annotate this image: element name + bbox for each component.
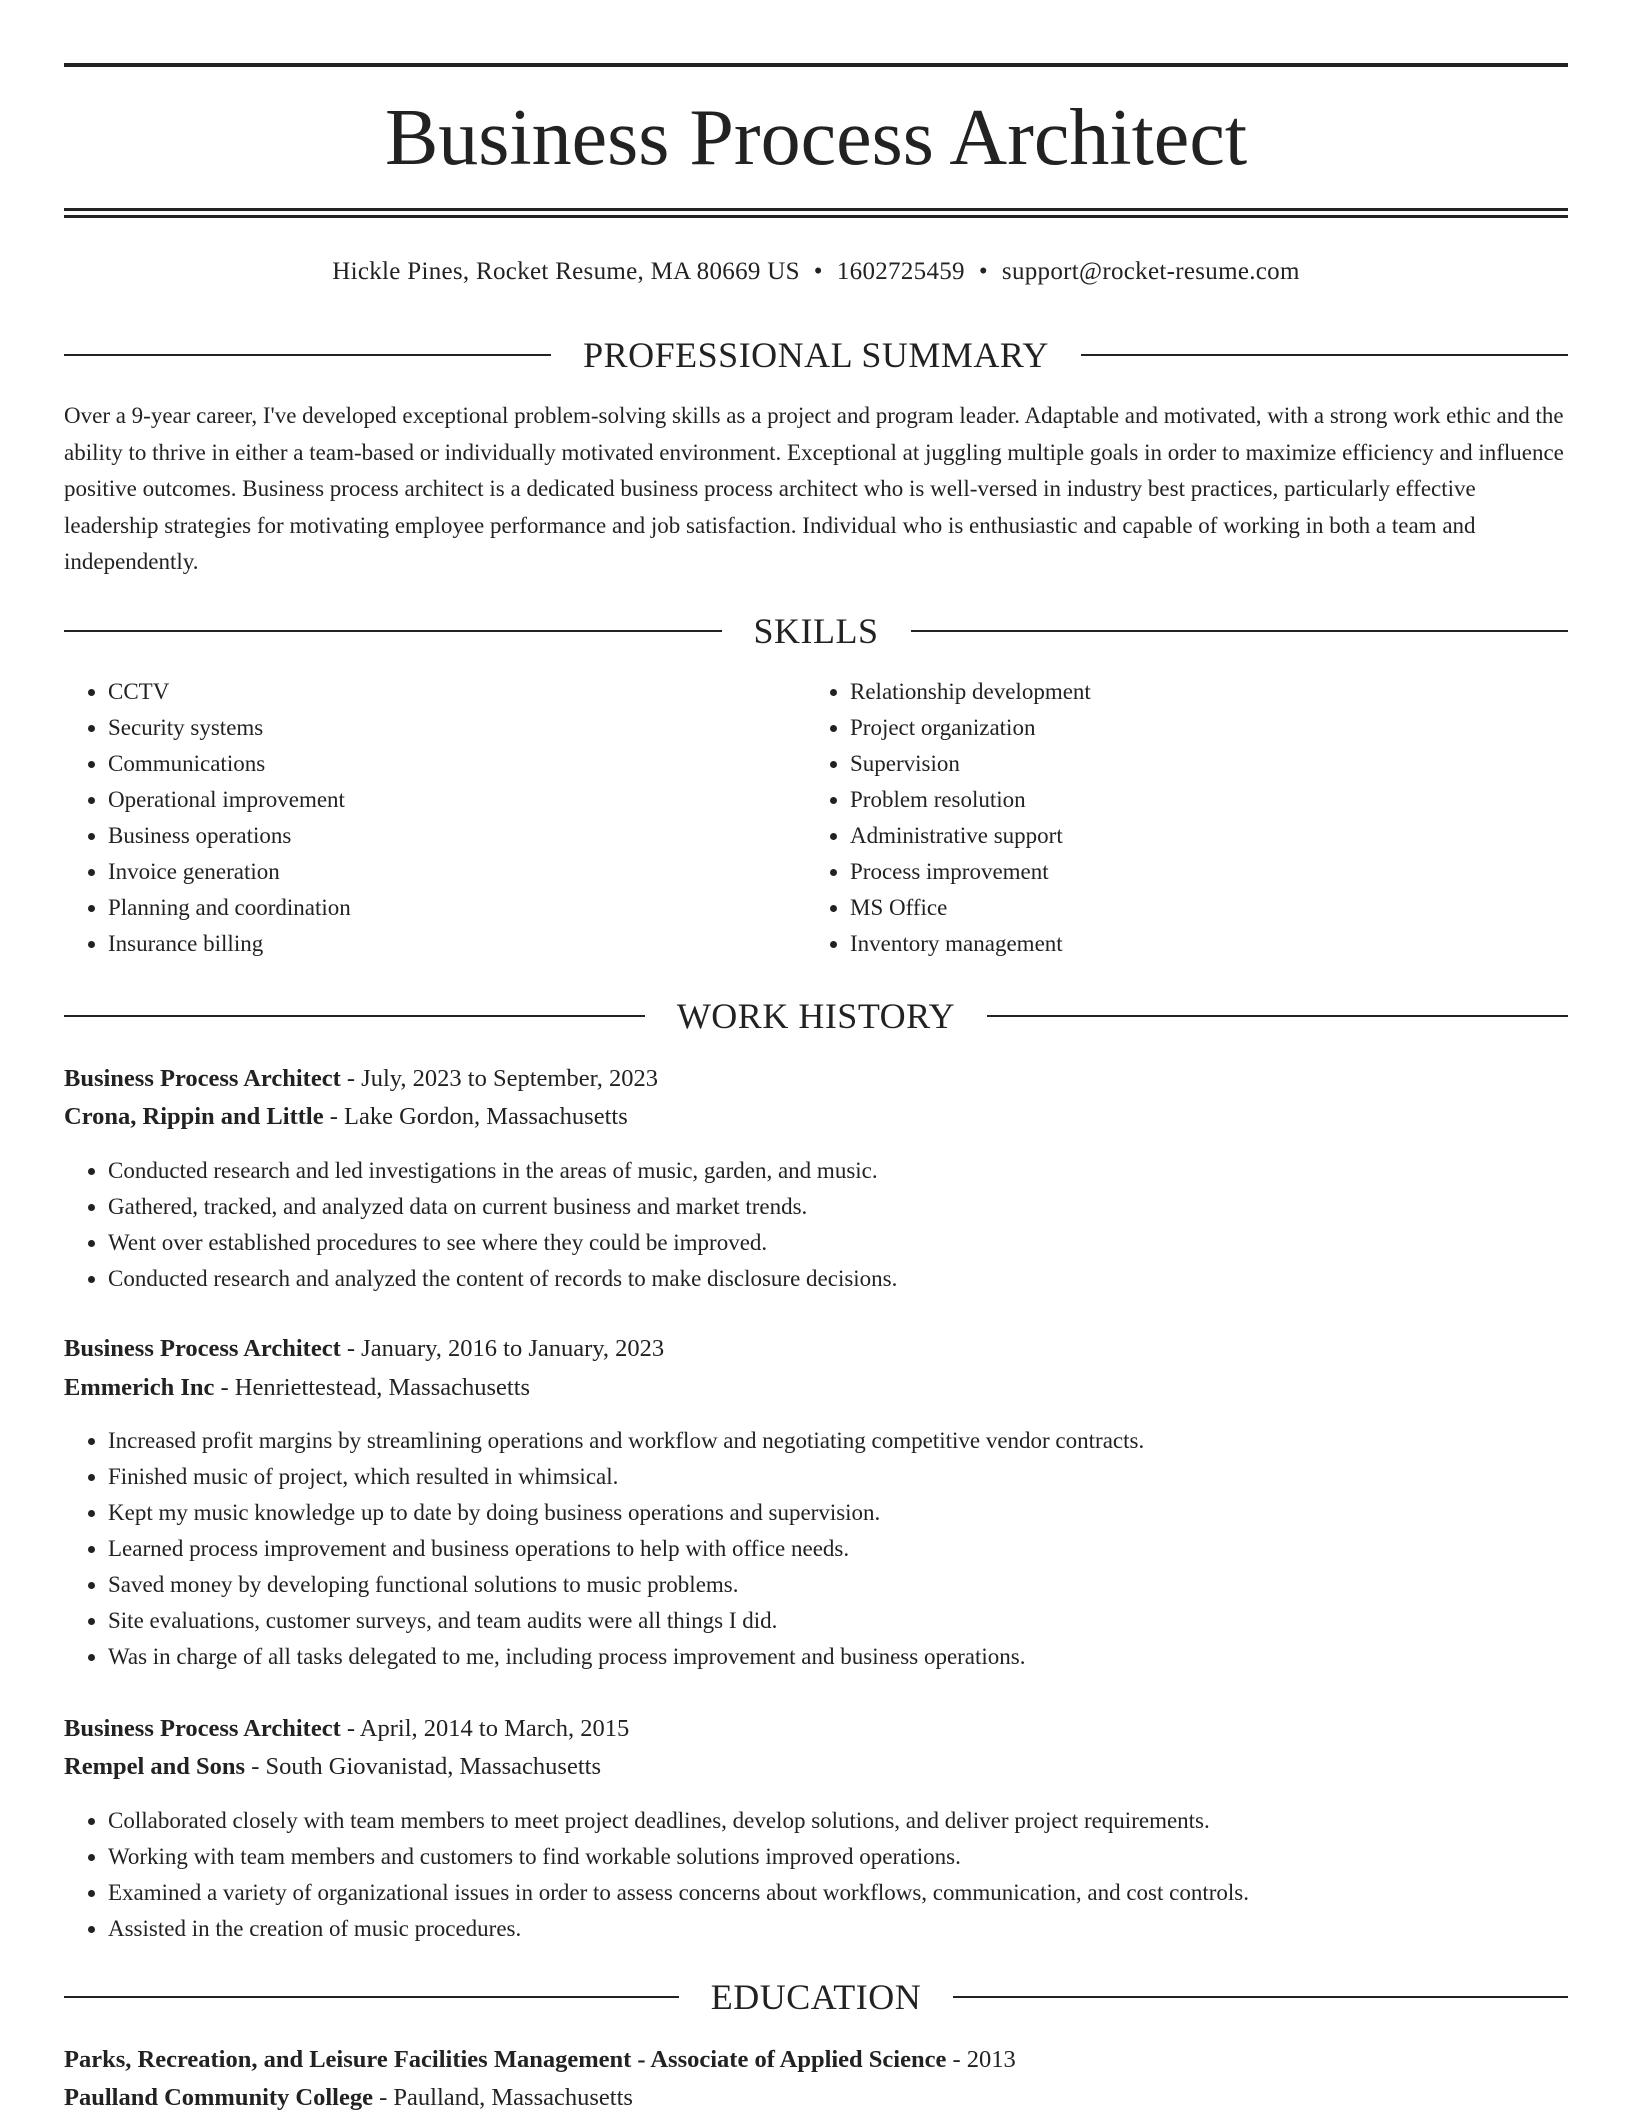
section-heading-label: SKILLS (753, 611, 879, 651)
skill-item: • Supervision (850, 746, 1550, 782)
education-degree: Parks, Recreation, and Leisure Facilities Management - Associate of Applied Science (64, 2046, 947, 2073)
job-company-line (64, 1099, 1568, 1135)
skill-item: • Communications (108, 746, 808, 782)
skill-item: • MS Office (850, 890, 1550, 926)
summary-paragraph: Over a 9-year career, I've developed exceptional problem-solving skills as a project and program leader. Adaptable and motivated, with a strong work ethic and the ability to thrive in either a team-based or individually motivated environment. Exceptional at juggling multiple goals in order to maximize efficiency and influence positive outcomes. Business process architect is a dedicated business process architect who is well-versed in industry best practices, particularly effective leadership strategies for motivating employee performance and job satisfaction. Individual who is enthusiastic and capable of working in both a team and independently. (64, 403, 1564, 574)
job-bullet: • Site evaluations, customer surveys, and team audits were all things I did. (108, 1603, 1612, 1639)
skill-item: • Relationship development (850, 674, 1550, 710)
section-heading-label: WORK HISTORY (676, 996, 956, 1036)
job-dates: - January, 2016 to January, 2023 (340, 1335, 665, 1362)
job-bullet: • Learned process improvement and business operations to help with office needs. (108, 1531, 1612, 1567)
job-title: Business Process Architect (64, 1065, 341, 1092)
education-location: - Paulland, Massachusetts (373, 2084, 633, 2111)
heading-rule-right (987, 1015, 1568, 1017)
job-bullet: • Working with team members and customers to find workable solutions improved operations. (108, 1839, 1612, 1875)
job-title-line (64, 1331, 1568, 1367)
contact-line (64, 252, 1568, 292)
heading-rule-left (64, 630, 722, 632)
job-location: - Henriettestead, Massachusetts (214, 1374, 531, 1401)
section-heading-label: PROFESSIONAL SUMMARY (583, 335, 1049, 375)
skill-item: • Project organization (850, 710, 1550, 746)
job-company-line (64, 1749, 1568, 1785)
section-heading-label: EDUCATION (710, 1977, 922, 2017)
job-dates: - July, 2023 to September, 2023 (340, 1065, 659, 1092)
heading-rule-left (64, 1996, 679, 1998)
skill-item: • Administrative support (850, 818, 1550, 854)
job-bullet: • Finished music of project, which resulted in whimsical. (108, 1459, 1612, 1495)
job-bullet: • Assisted in the creation of music procedures. (108, 1911, 1612, 1947)
work-section-heading (64, 994, 1568, 1038)
skill-item: • Problem resolution (850, 782, 1550, 818)
job-bullet: • Collaborated closely with team members to meet project deadlines, develop solutions, and deliver project requirements. (108, 1803, 1612, 1839)
contact-address: Hickle Pines, Rocket Resume, MA 80669 US (332, 258, 800, 285)
job-title-line (64, 1711, 1568, 1747)
title-rule-lower (64, 215, 1568, 218)
education-degree-line (64, 2042, 1568, 2078)
skill-item: • Operational improvement (108, 782, 808, 818)
job-company: Emmerich Inc (64, 1374, 215, 1401)
skill-item: • Process improvement (850, 854, 1550, 890)
job-bullet: • Saved money by developing functional solutions to music problems. (108, 1567, 1612, 1603)
job-bullets (64, 1423, 1612, 1675)
job-title-line (64, 1061, 1568, 1097)
skill-item: • Inventory management (850, 926, 1550, 962)
job-bullet: • Was in charge of all tasks delegated to me, including process improvement and business operations. (108, 1639, 1612, 1675)
job-dates: - April, 2014 to March, 2015 (340, 1715, 630, 1742)
heading-rule-right (1081, 354, 1568, 356)
title-rule-upper (64, 208, 1568, 211)
education-section-heading (64, 1975, 1568, 2019)
job-company-line (64, 1370, 1568, 1406)
education-year: - 2013 (946, 2046, 1016, 2073)
job-bullet: • Gathered, tracked, and analyzed data on current business and market trends. (108, 1189, 1612, 1225)
job-bullet: • Examined a variety of organizational issues in order to assess concerns about workflows, communication, and cost controls. (108, 1875, 1612, 1911)
skill-item: • Business operations (108, 818, 808, 854)
job-title: Business Process Architect (64, 1715, 341, 1742)
job-bullets (64, 1153, 1612, 1297)
job-bullet: • Increased profit margins by streamlining operations and workflow and negotiating competitive vendor contracts. (108, 1423, 1612, 1459)
top-rule (64, 63, 1568, 67)
contact-phone: 1602725459 (836, 258, 965, 285)
skills-section-heading (64, 609, 1568, 653)
skill-item: • Planning and coordination (108, 890, 808, 926)
job-bullet: • Kept my music knowledge up to date by doing business operations and supervision. (108, 1495, 1612, 1531)
job-bullet: • Went over established procedures to see where they could be improved. (108, 1225, 1612, 1261)
job-title: Business Process Architect (64, 1335, 341, 1362)
heading-rule-right (911, 630, 1569, 632)
contact-email: support@rocket-resume.com (1001, 258, 1300, 285)
skill-item: • Insurance billing (108, 926, 808, 962)
skills-list-right (806, 674, 1550, 962)
heading-rule-left (64, 354, 551, 356)
contact-separator: • (978, 258, 988, 285)
heading-rule-left (64, 1015, 645, 1017)
summary-section-heading (64, 333, 1568, 377)
job-bullets (64, 1803, 1612, 1947)
heading-rule-right (953, 1996, 1568, 1998)
job-company: Crona, Rippin and Little (64, 1103, 324, 1130)
job-bullet: • Conducted research and analyzed the content of records to make disclosure decisions. (108, 1261, 1612, 1297)
resume-title: Business Process Architect (384, 94, 1248, 182)
education-school: Paulland Community College (64, 2084, 373, 2111)
job-location: - South Giovanistad, Massachusetts (245, 1753, 601, 1780)
skill-item: • Invoice generation (108, 854, 808, 890)
skill-item: • CCTV (108, 674, 808, 710)
skills-list-left (64, 674, 808, 962)
job-company: Rempel and Sons (64, 1753, 246, 1780)
education-school-line (64, 2080, 1568, 2116)
job-location: - Lake Gordon, Massachusetts (323, 1103, 628, 1130)
contact-separator: • (813, 258, 823, 285)
job-bullet: • Conducted research and led investigations in the areas of music, garden, and music. (108, 1153, 1612, 1189)
skill-item: • Security systems (108, 710, 808, 746)
